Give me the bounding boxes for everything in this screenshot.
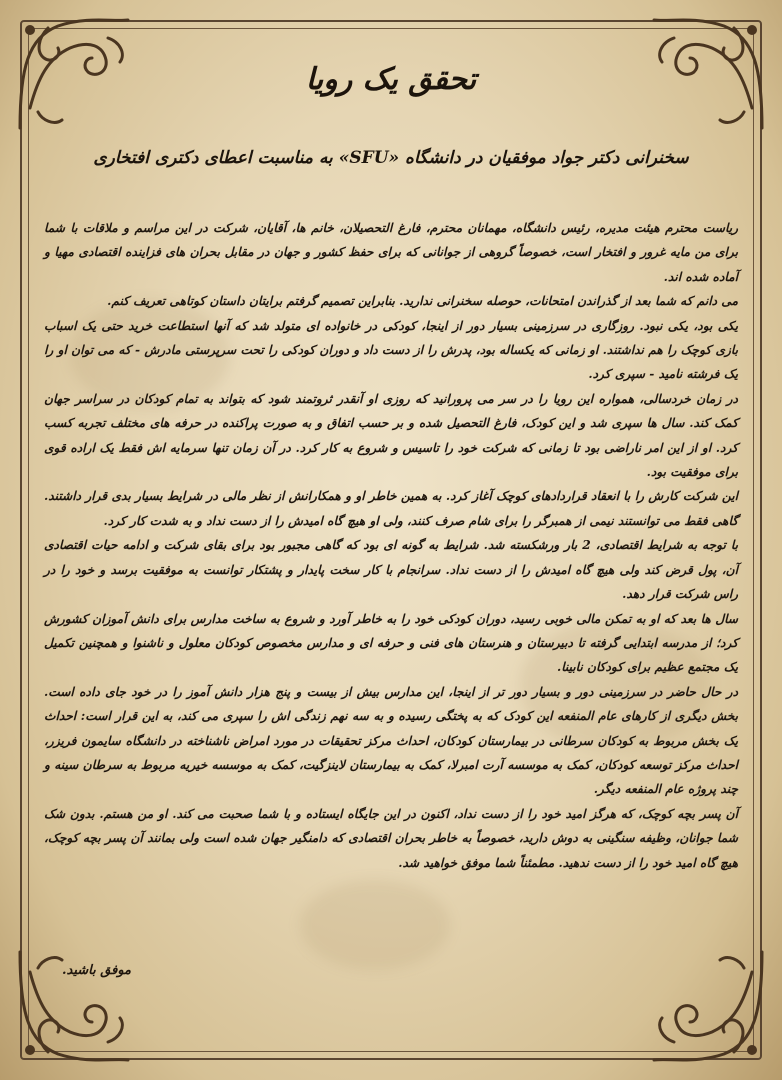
document-title: تحقق یک رویا — [305, 62, 477, 97]
corner-ornament-icon — [644, 942, 774, 1072]
paragraph: آن پسر بچه کوچک، که هرگز امید خود را از دست نداد، اکنون در این جایگاه ایستاده و با شما صحبت می کند. او من هستم. بدون شک شما جوانان، وظیفه سنگینی به دوش دارید، خصوصاً به خاطر بحران اقتصادی که دامنگیر جهان شده است ولی بمانند آن پسر بچه کوچک، هیچ گاه امید خود را از دست ندهید. مطمئناً شما موفق خواهید شد. — [44, 806, 738, 870]
paragraph: در زمان خردسالی، همواره این رویا را در سر می پرورانید که روزی او آنقدر ثروتمند شود که بتواند به تمام کودکان در سراسر جهان کمک کند. سال ها سپری شد و این کودک، فارغ التحصیل شده و بر حسب اتفاق و به صورت پراکنده در حرفه های مختلف تجربه کسب کرد. او از این امر ناراضی بود تا زمانی که شرکت خود را تاسیس و شروع به کار کرد. در آن زمان تنها سرمایه اش فقط یک اراده قوی برای موفقیت بود. — [44, 391, 738, 480]
paragraph: با توجه به شرایط اقتصادی، 2 بار ورشکسته شد. شرایط به گونه ای بود که گاهی مجبور بود برای بقای شرکت و ادامه حیات اقتصادی آن، پول قرض کند ولی هیچ گاه امیدش را از دست نداد. سرانجام با کار سخت پایدار و پشتکار توانست به موفقیت برسد و خود را در راس شرکت قرار دهد. — [44, 538, 738, 602]
paragraph: می دانم که شما بعد از گذراندن امتحانات، حوصله سخنرانی ندارید. بنابراین تصمیم گرفتم برایتان داستان کوتاهی تعریف کنم. — [107, 294, 738, 309]
paragraph: سال ها بعد که او به تمکن مالی خوبی رسید، دوران کودکی خود را به خاطر آورد و شروع به ساخت مدارس برای دانش آموزان کشورش کرد؛ از مدرسه ابتدایی گرفته تا دبیرستان و هنرستان های فنی و حرفه ای و مدارس مخصوص کودکان معلول و ناشنوا و همچنین تکمیل یک مجتمع عظیم برای کودکان نابینا. — [44, 611, 738, 675]
speech-body — [44, 216, 738, 875]
document-subtitle: سخنرانی دکتر جواد موفقیان در دانشگاه «SFU» به مناسبت اعطای دکتری افتخاری — [93, 148, 689, 168]
paragraph: ریاست محترم هیئت مدیره، رئیس دانشگاه، مهمانان محترم، فارغ التحصیلان، خانم ها، آقایان، شرکت در این مراسم و ملاقات با شما برای من مایه غرور و افتخار است، خصوصاً گروهی از جوانانی که برای حفظ کشور و جهان در مقابل بحران های فزاینده اقتصادی مهیا و آماده شده اند. — [44, 221, 738, 284]
closing-line: موفق باشید. — [62, 963, 132, 978]
paragraph: یکی بود، یکی نبود. روزگاری در سرزمینی بسیار دور از اینجا، کودکی در خانواده ای متولد شد که آنها استطاعت خرید حتی یک اسباب بازی کوچک را هم نداشتند. او زمانی که یکساله بود، پدرش را از دست داد و دوران کودکی را تحت سرپرستی مادرش - که می توان او را یک فرشته نامید - سپری کرد. — [44, 318, 738, 382]
corner-ornament-icon — [8, 942, 138, 1072]
paragraph: این شرکت کارش را با انعقاد قراردادهای کوچک آغاز کرد. به همین خاطر او و همکارانش از نظر مالی در شرایط بسیار بدی قرار داشتند. گاهی فقط می توانستند نیمی از همبرگر را برای شام صرف کنند، ولی او هیچ گاه امیدش را از دست نداد و به شدت کار کرد. — [44, 489, 738, 528]
paragraph: در حال حاضر در سرزمینی دور و بسیار دور تر از اینجا، این مدارس بیش از بیست و پنج هزار دانش آموز را در خود جای داده است. بخش دیگری از کارهای عام المنفعه این کودک که به پختگی رسیده و به سه نهم زندگی اش را سپری می کند، به این قرار است: احداث یک بخش مربوط به کودکان سرطانی در بیمارستان کودکان، احداث مرکز تحقیقات در مورد امراض ناشناخته در دانشگاه سایمون فریزر، احداث مرکز توسعه کودکان، کمک به موسسه آرت امبرلا، کمک به بیمارستان لاینزگیت، کمک به موسسه خیریه مربوط به سرطان سینه و چند پروژه عام المنفعه دیگر. — [44, 684, 739, 797]
